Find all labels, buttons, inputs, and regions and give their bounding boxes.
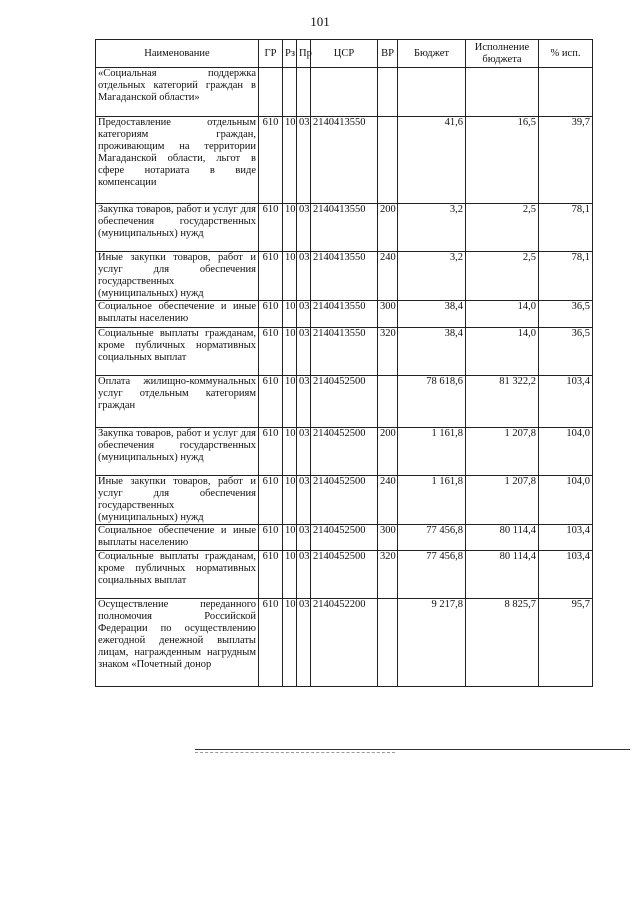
row-vr: 320 [378,551,398,599]
row-csr: 2140413550 [311,204,378,252]
table-row [96,68,593,117]
table-row [96,252,593,301]
row-csr: 2140452500 [311,525,378,551]
row-csr: 2140452200 [311,599,378,687]
table-row [96,551,593,599]
row-gr: 610 [259,117,283,204]
row-execution: 8 825,7 [466,599,539,687]
row-vr [378,599,398,687]
row-csr: 2140452500 [311,476,378,525]
row-csr: 2140413550 [311,301,378,328]
row-percent: 95,7 [539,599,593,687]
table-row [96,117,593,204]
row-execution: 14,0 [466,301,539,328]
row-pr: 03 [297,328,311,376]
table-row [96,204,593,252]
row-vr: 320 [378,328,398,376]
row-name: Социальное обеспечение и иные выплаты населению [96,301,259,328]
header-gr: ГР [259,40,283,68]
row-name: Иные закупки товаров, работ и услуг для обеспечения государственных (муниципальных) нужд [96,476,259,525]
row-percent: 104,0 [539,428,593,476]
row-name: Социальные выплаты гражданам, кроме публичных нормативных социальных выплат [96,551,259,599]
row-gr: 610 [259,551,283,599]
row-name: Социальное обеспечение и иные выплаты населению [96,525,259,551]
row-percent: 103,4 [539,525,593,551]
row-name: Закупка товаров, работ и услуг для обеспечения государственных (муниципальных) нужд [96,428,259,476]
row-budget: 77 456,8 [398,551,466,599]
header-percent: % исп. [539,40,593,68]
row-budget: 1 161,8 [398,428,466,476]
header-name: Наименование [96,40,259,68]
row-rz: 10 [283,252,297,301]
row-budget: 38,4 [398,301,466,328]
row-name: Закупка товаров, работ и услуг для обеспечения государственных (муниципальных) нужд [96,204,259,252]
row-vr: 300 [378,301,398,328]
row-csr: 2140452500 [311,428,378,476]
row-execution: 2,5 [466,252,539,301]
row-gr: 610 [259,476,283,525]
row-name: Иные закупки товаров, работ и услуг для обеспечения государственных (муниципальных) нужд [96,252,259,301]
row-budget: 1 161,8 [398,476,466,525]
header-vr: ВР [378,40,398,68]
row-gr [259,68,283,117]
row-gr: 610 [259,525,283,551]
row-name: Осуществление переданного полномочия Российской Федерации по осуществлению ежегодной денежной выплаты лицам, награжденным нагрудным знаком «Почетный донор [96,599,259,687]
row-execution: 81 322,2 [466,376,539,428]
row-vr: 200 [378,428,398,476]
row-gr: 610 [259,252,283,301]
row-execution: 16,5 [466,117,539,204]
row-execution: 2,5 [466,204,539,252]
header-execution: Исполнение бюджета [466,40,539,68]
row-budget: 3,2 [398,204,466,252]
table-row [96,525,593,551]
row-percent [539,68,593,117]
table-row [96,428,593,476]
row-rz: 10 [283,328,297,376]
row-percent: 39,7 [539,117,593,204]
row-pr: 03 [297,204,311,252]
row-percent: 36,5 [539,301,593,328]
row-pr: 03 [297,476,311,525]
row-execution: 1 207,8 [466,428,539,476]
row-budget: 41,6 [398,117,466,204]
row-csr [311,68,378,117]
row-vr: 240 [378,252,398,301]
row-budget: 38,4 [398,328,466,376]
budget-table [95,39,593,687]
row-pr [297,68,311,117]
row-gr: 610 [259,204,283,252]
row-pr: 03 [297,376,311,428]
row-budget: 3,2 [398,252,466,301]
row-csr: 2140413550 [311,252,378,301]
table-row [96,476,593,525]
row-gr: 610 [259,376,283,428]
row-rz: 10 [283,301,297,328]
row-pr: 03 [297,301,311,328]
row-name: «Социальная поддержка отдельных категорий граждан в Магаданской области» [96,68,259,117]
row-budget: 77 456,8 [398,525,466,551]
row-name: Предоставление отдельным категориям граждан, проживающим на территории Магаданской области, льгот в сфере нотариата в виде компенсации [96,117,259,204]
row-percent: 78,1 [539,204,593,252]
table-row [96,328,593,376]
row-pr: 03 [297,551,311,599]
row-rz: 10 [283,428,297,476]
header-rz: Рз [283,40,297,68]
row-name: Оплата жилищно-коммунальных услуг отдельным категориям граждан [96,376,259,428]
row-vr: 200 [378,204,398,252]
table-row [96,599,593,687]
row-percent: 104,0 [539,476,593,525]
row-rz: 10 [283,525,297,551]
row-execution: 80 114,4 [466,551,539,599]
table-row [96,376,593,428]
row-percent: 103,4 [539,376,593,428]
row-execution: 14,0 [466,328,539,376]
row-percent: 36,5 [539,328,593,376]
row-vr [378,376,398,428]
row-gr: 610 [259,428,283,476]
row-pr: 03 [297,117,311,204]
row-gr: 610 [259,599,283,687]
header-pr: Пр [297,40,311,68]
row-rz: 10 [283,599,297,687]
row-pr: 03 [297,599,311,687]
header-csr: ЦСР [311,40,378,68]
table-header-row [96,40,593,68]
row-budget: 78 618,6 [398,376,466,428]
page-number: 101 [310,14,330,29]
row-vr: 300 [378,525,398,551]
row-vr: 240 [378,476,398,525]
row-pr: 03 [297,428,311,476]
row-pr: 03 [297,252,311,301]
row-rz: 10 [283,551,297,599]
row-rz: 10 [283,476,297,525]
row-gr: 610 [259,301,283,328]
bottom-rule-dashed [195,752,395,753]
row-csr: 2140413550 [311,117,378,204]
row-execution: 1 207,8 [466,476,539,525]
row-vr [378,117,398,204]
row-rz: 10 [283,204,297,252]
row-percent: 78,1 [539,252,593,301]
row-pr: 03 [297,525,311,551]
row-gr: 610 [259,328,283,376]
row-rz: 10 [283,117,297,204]
row-execution: 80 114,4 [466,525,539,551]
row-csr: 2140452500 [311,551,378,599]
row-vr [378,68,398,117]
row-rz: 10 [283,376,297,428]
header-budget: Бюджет [398,40,466,68]
row-execution [466,68,539,117]
row-rz [283,68,297,117]
table-row [96,301,593,328]
row-percent: 103,4 [539,551,593,599]
bottom-rule [195,749,630,750]
row-name: Социальные выплаты гражданам, кроме публичных нормативных социальных выплат [96,328,259,376]
row-csr: 2140413550 [311,328,378,376]
row-budget: 9 217,8 [398,599,466,687]
row-csr: 2140452500 [311,376,378,428]
row-budget [398,68,466,117]
